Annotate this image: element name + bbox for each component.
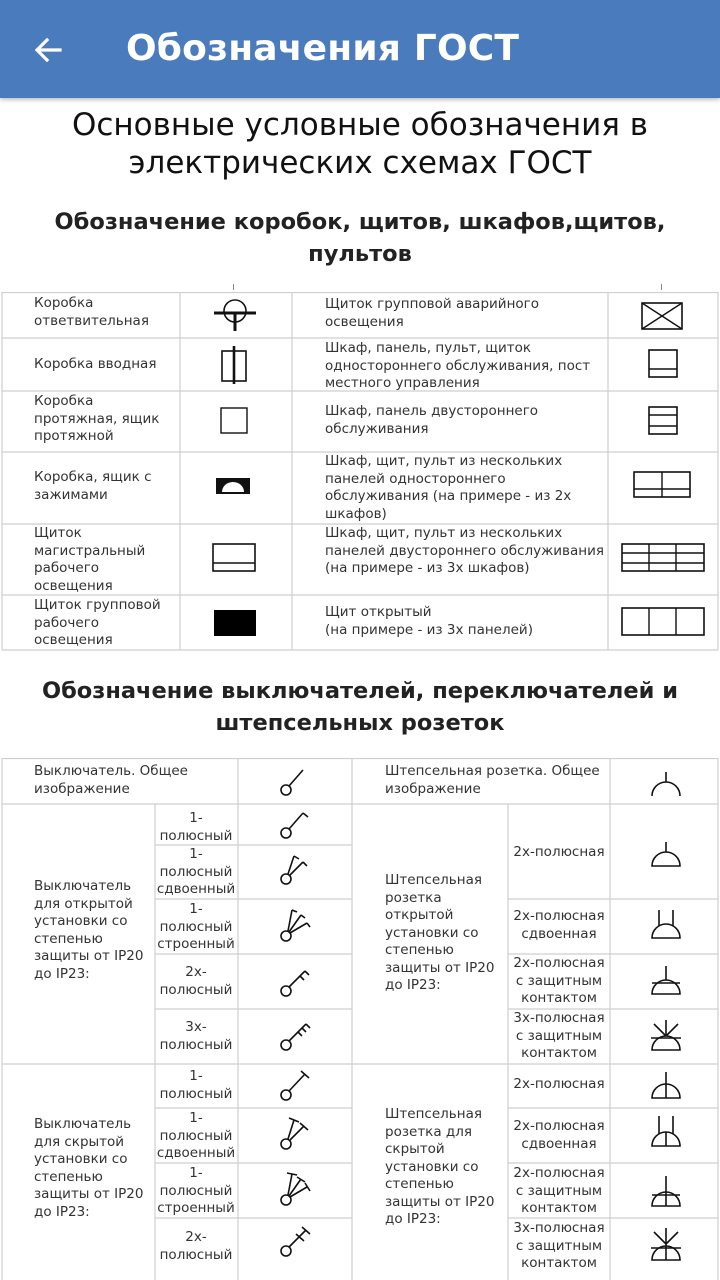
- socket-3-pole-earth-open-icon: [648, 1016, 684, 1056]
- switches-table: [0, 758, 720, 1280]
- switch-1-pole-triple-open-icon: [276, 906, 316, 946]
- input-box-icon: [218, 344, 254, 386]
- section-title-switches: Обозначение выключателей, переключателей и штепсельных розеток: [41, 678, 679, 736]
- branch-box-icon: [210, 295, 260, 335]
- socket-2-pole-hidden-icon: [648, 1068, 684, 1104]
- socket-type-label: 3х-полюсная с защитным контактом: [513, 1220, 605, 1271]
- socket-type-label: 2х-полюсная сдвоенная: [513, 908, 605, 942]
- switch-type-label: 1-полюсный строенный: [157, 1165, 235, 1216]
- switch-1-pole-double-open-icon: [276, 852, 312, 888]
- switch-1-pole-double-hidden-icon: [276, 1114, 314, 1154]
- pull-box-icon: [219, 406, 251, 436]
- arrow-back-icon: [33, 35, 63, 65]
- open-board-icon: [620, 606, 708, 638]
- switch-type-label: 1-полюсный сдвоенный: [156, 846, 236, 897]
- socket-open-label: Штепсельная розетка открытой установки со степенью защиты от IP20 до IP23:: [385, 872, 495, 993]
- three-panel-double-cabinet-icon: [620, 542, 708, 574]
- switch-open-label: Выключатель для открытой установки со степенью защиты от IP20 до IP23:: [34, 878, 144, 982]
- switch-1-pole-triple-hidden-icon: [276, 1168, 318, 1210]
- box-label: Коробка протяжная, ящик протяжной: [34, 393, 160, 444]
- socket-type-label: 3х-полюсная с защитным контактом: [513, 1010, 605, 1061]
- socket-type-label: 2х-полюсная: [513, 844, 605, 860]
- socket-hidden-label: Штепсельная розетка для скрытой установки со степенью защиты от IP20 до IP23:: [385, 1106, 495, 1227]
- socket-2-pole-open-icon: [648, 840, 684, 872]
- switch-3-pole-open-icon: [276, 1018, 314, 1054]
- switch-1-pole-hidden-icon: [276, 1068, 312, 1104]
- panel-label: Шкаф, щит, пульт из нескольких панелей одностороннего обслуживания (на примере - из 2х шкафов): [325, 453, 572, 522]
- content-scroll[interactable]: [0, 98, 720, 1280]
- switch-type-label: 2х-полюсный: [159, 964, 233, 998]
- socket-2-pole-double-open-icon: [648, 906, 684, 944]
- box-label: Коробка, ящик с зажимами: [34, 469, 152, 503]
- panel-label: Шкаф, панель, пульт, щиток одностороннего обслуживания, пост местного управления: [325, 340, 591, 391]
- socket-2-pole-earth-hidden-icon: [648, 1172, 684, 1212]
- section-title-boxes: Обозначение коробок, щитов, шкафов,щитов, пультов: [54, 209, 666, 267]
- box-label: Коробка ответвительная: [34, 295, 149, 329]
- box-label: Щиток магистральный рабочего освещения: [34, 525, 146, 594]
- switch-type-label: 1-полюсный строенный: [157, 901, 235, 952]
- single-side-cabinet-icon: [647, 348, 681, 380]
- switch-general-label: Выключатель. Общее изображение: [34, 763, 188, 797]
- switch-type-label: 1-полюсный: [159, 1068, 233, 1102]
- switch-type-label: 1-полюсный: [159, 810, 233, 844]
- socket-type-label: 2х-полюсная: [513, 1076, 605, 1092]
- back-button[interactable]: [22, 26, 74, 74]
- switch-type-label: 3х-полюсный: [159, 1019, 233, 1053]
- main-lighting-panel-icon: [211, 542, 259, 574]
- box-label: Коробка вводная: [34, 356, 157, 372]
- switch-1-pole-open-icon: [276, 808, 310, 842]
- switch-hidden-label: Выключатель для скрытой установки со степенью защиты от IP20 до IP23:: [34, 1116, 144, 1220]
- panel-label: Щиток групповой аварийного освещения: [325, 296, 540, 330]
- emergency-lighting-panel-icon: [640, 301, 686, 331]
- panel-label: Щит открытый (на примере - из 3х панелей): [325, 604, 533, 638]
- app-bar: [0, 0, 720, 98]
- socket-type-label: 2х-полюсная с защитным контактом: [513, 955, 605, 1006]
- terminal-box-icon: [214, 476, 254, 498]
- socket-type-label: 2х-полюсная с защитным контактом: [513, 1165, 605, 1216]
- page-title: Основные условные обозначения в электрических схемах ГОСТ: [71, 107, 649, 181]
- switch-type-label: 1-полюсный сдвоенный: [156, 1110, 236, 1161]
- switch-2-pole-open-icon: [276, 964, 312, 1000]
- box-label: Щиток групповой рабочего освещения: [34, 597, 161, 648]
- socket-2-pole-earth-open-icon: [648, 962, 684, 1000]
- panel-label: Шкаф, щит, пульт из нескольких панелей двустороннего обслуживания (на примере - из 3х шкафов): [325, 525, 604, 576]
- boxes-table: [0, 292, 720, 652]
- socket-general-icon: [648, 770, 684, 800]
- socket-general-label: Штепсельная розетка. Общее изображение: [385, 763, 600, 797]
- switch-2-pole-hidden-icon: [276, 1224, 314, 1260]
- group-lighting-panel-icon: [212, 608, 258, 638]
- panel-label: Шкаф, панель двустороннего обслуживания: [325, 403, 539, 437]
- socket-type-label: 2х-полюсная сдвоенная: [513, 1118, 605, 1152]
- socket-3-pole-earth-hidden-icon: [648, 1224, 684, 1266]
- app-bar-title: Обозначения ГОСТ: [126, 28, 520, 69]
- socket-2-pole-double-hidden-icon: [648, 1112, 684, 1152]
- switch-type-label: 2х-полюсный: [159, 1229, 233, 1263]
- switch-general-icon: [276, 765, 310, 799]
- double-side-cabinet-icon: [647, 405, 681, 437]
- two-panel-cabinet-icon: [632, 470, 694, 500]
